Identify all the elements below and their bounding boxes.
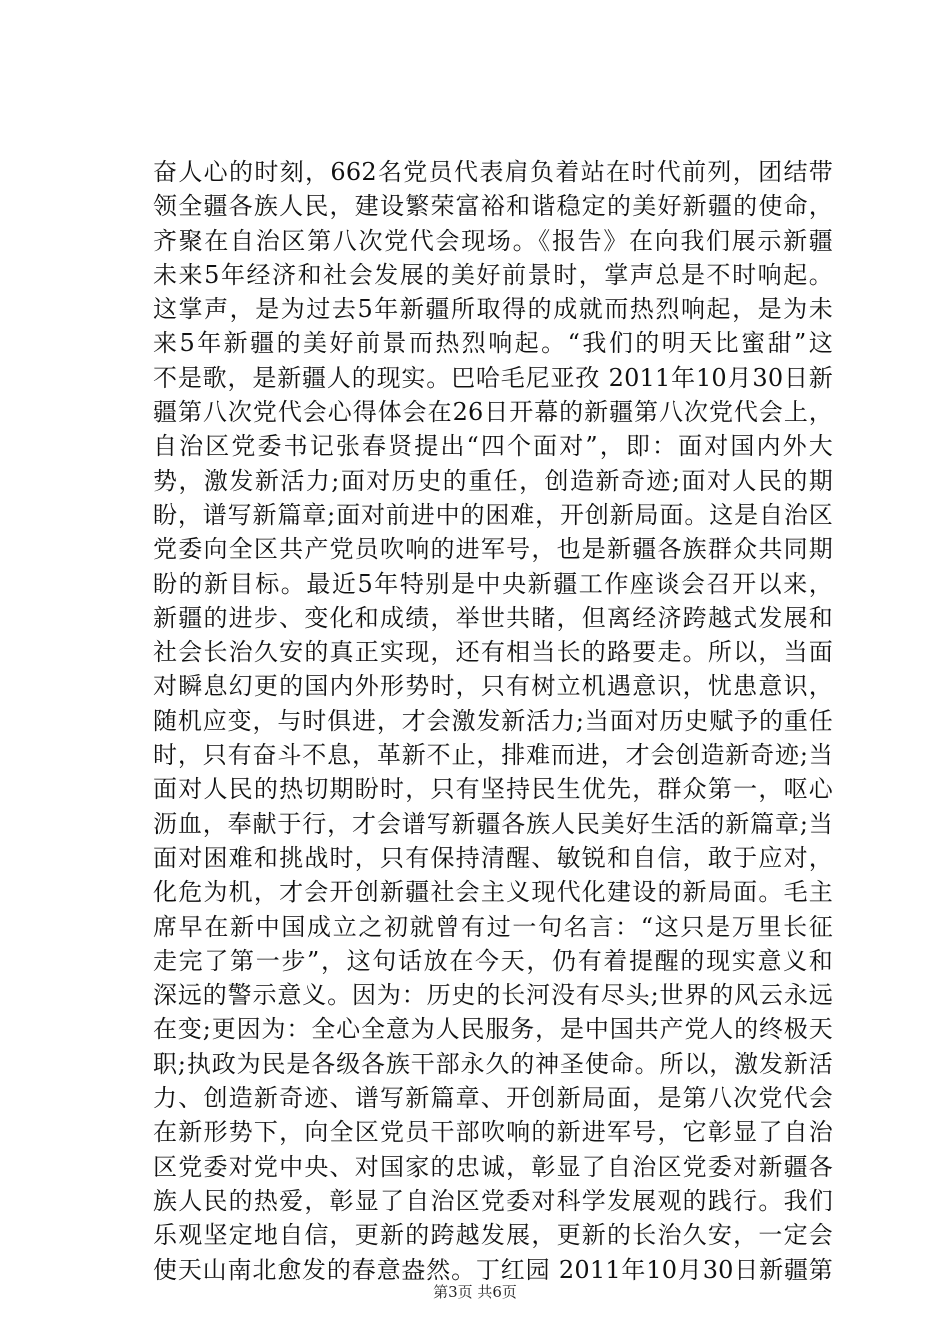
text-line: 席早在新中国成立之初就曾有过一句名言：“这只是万里长征: [153, 912, 833, 941]
text-line: 不是歌，是新疆人的现实。巴哈毛尼亚孜 2011年10月30日新: [153, 363, 833, 392]
text-line: 齐聚在自治区第八次党代会现场。《报告》在向我们展示新疆: [153, 226, 833, 255]
text-line: 盼的新目标。最近5年特别是中央新疆工作座谈会召开以来，: [153, 569, 833, 598]
text-line: 深远的警示意义。因为：历史的长河没有尽头;世界的风云永远: [153, 981, 833, 1010]
text-line: 势，激发新活力;面对历史的重任，创造新奇迹;面对人民的期: [153, 466, 833, 495]
text-line: 在新形势下，向全区党员干部吹响的新进军号，它彰显了自治: [153, 1118, 833, 1147]
text-line: 面对人民的热切期盼时，只有坚持民生优先，群众第一，呕心: [153, 775, 833, 804]
text-line: 化危为机，才会开创新疆社会主义现代化建设的新局面。毛主: [153, 878, 833, 907]
text-line: 走完了第一步”，这句话放在今天，仍有着提醒的现实意义和: [153, 946, 833, 975]
text-line: 来5年新疆的美好前景而热烈响起。“我们的明天比蜜甜”这: [153, 329, 833, 358]
text-line: 时，只有奋斗不息，革新不止，排难而进，才会创造新奇迹;当: [153, 741, 833, 770]
text-line: 疆第八次党代会心得体会在26日开幕的新疆第八次党代会上，: [153, 398, 833, 427]
text-line: 党委向全区共产党员吹响的进军号，也是新疆各族群众共同期: [153, 535, 833, 564]
text-line: 奋人心的时刻，662名党员代表肩负着站在时代前列，团结带: [153, 158, 833, 186]
text-line: 社会长治久安的真正实现，还有相当长的路要走。所以，当面: [153, 638, 833, 667]
text-line: 族人民的热爱，彰显了自治区党委对科学发展观的践行。我们: [153, 1186, 833, 1215]
text-line: 在变;更因为：全心全意为人民服务，是中国共产党人的终极天: [153, 1015, 833, 1044]
text-line: 新疆的进步、变化和成绩，举世共睹，但离经济跨越式发展和: [153, 603, 833, 632]
text-line: 乐观坚定地自信，更新的跨越发展，更新的长治久安，一定会: [153, 1221, 833, 1250]
text-line: 对瞬息幻更的国内外形势时，只有树立机遇意识，忧患意识，: [153, 672, 833, 701]
text-line: 区党委对党中央、对国家的忠诚，彰显了自治区党委对新疆各: [153, 1152, 833, 1181]
text-line: 这掌声，是为过去5年新疆所取得的成就而热烈响起，是为未: [153, 295, 833, 324]
text-line: 职;执政为民是各级各族干部永久的神圣使命。所以，激发新活: [153, 1049, 833, 1078]
text-line: 随机应变，与时俱进，才会激发新活力;当面对历史赋予的重任: [153, 706, 833, 735]
body-text: [153, 155, 833, 1287]
text-line: 未来5年经济和社会发展的美好前景时，掌声总是不时响起。: [153, 260, 833, 289]
text-line: 盼，谱写新篇章;面对前进中的困难，开创新局面。这是自治区: [153, 500, 833, 529]
text-line: 面对困难和挑战时，只有保持清醒、敏锐和自信，敢于应对，: [153, 843, 833, 872]
text-line: 自治区党委书记张春贤提出“四个面对”，即：面对国内外大: [153, 432, 833, 461]
text-line: 沥血，奉献于行，才会谱写新疆各族人民美好生活的新篇章;当: [153, 809, 833, 838]
text-line: 力、创造新奇迹、谱写新篇章、开创新局面，是第八次党代会: [153, 1084, 833, 1113]
page-footer: 第3页 共6页: [433, 1283, 517, 1301]
text-line: 领全疆各族人民，建设繁荣富裕和谐稳定的美好新疆的使命，: [153, 192, 833, 221]
text-line: 使天山南北愈发的春意盎然。丁红园 2011年10月30日新疆第: [153, 1255, 833, 1284]
